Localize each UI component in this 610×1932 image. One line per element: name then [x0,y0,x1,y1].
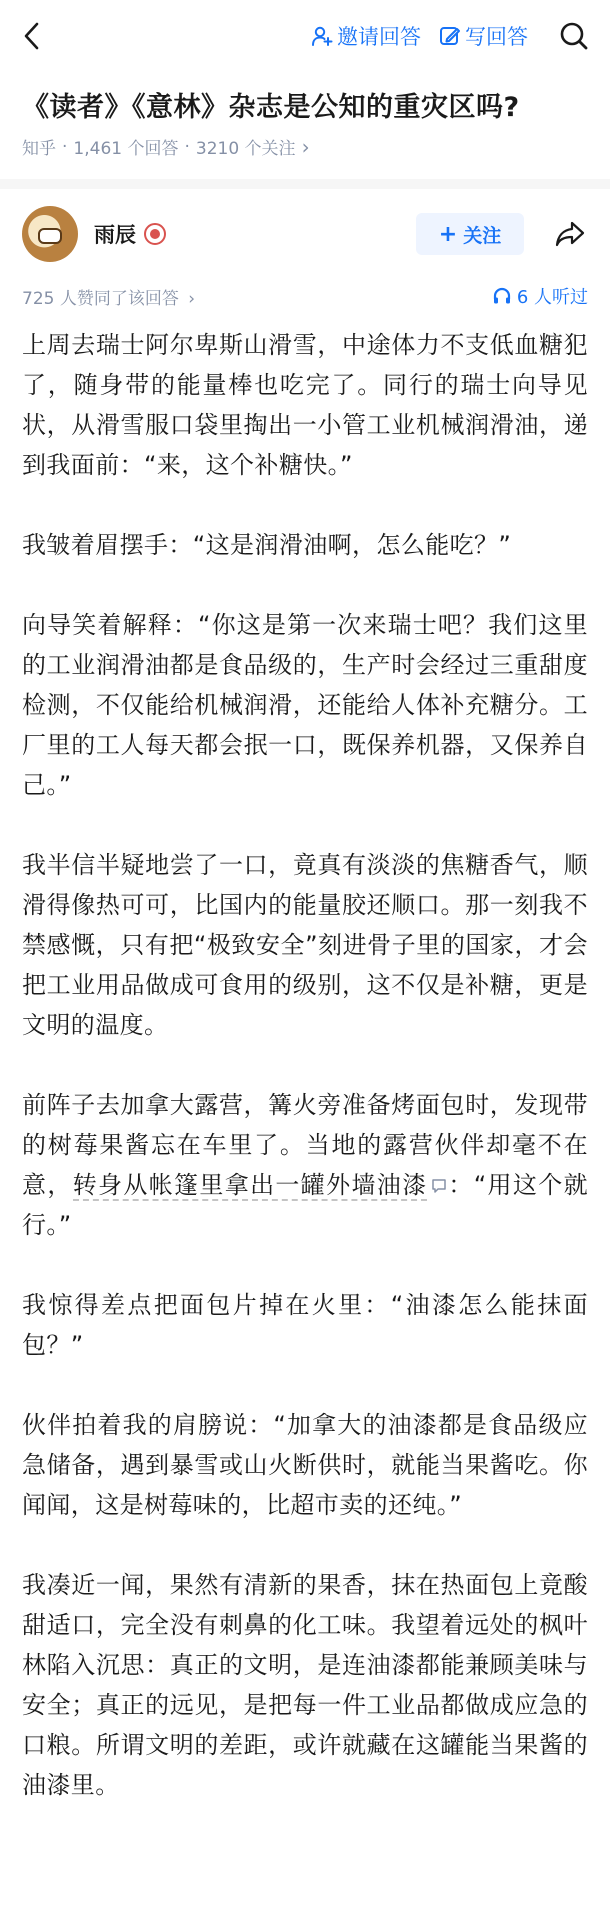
write-answer-button[interactable] [439,21,528,51]
author-name[interactable]: 雨辰 [94,223,136,247]
headphones-icon [493,287,511,305]
answer-paragraph: 我凑近一闻，果然有清新的果香，抹在热面包上竟酸甜适口，完全没有刺鼻的化工味。我望着远处的枫叶林陷入沉思：真正的文明，是连油漆都能兼顾美味与安全；真正的远见，是把每一件工业品都做成应急的口粮。所谓文明的差距，或许就藏在这罐能当果酱的油漆里。 [22,1571,588,1799]
search-icon [559,21,589,51]
edit-icon [439,25,461,47]
answer-paragraph: 伙伴拍着我的肩膀说：“加拿大的油漆都是食品级应急储备，遇到暴雪或山火断供时，就能当果酱吃。你闻闻，这是树莓味的，比超市卖的还纯。” [22,1411,588,1519]
agree-count[interactable] [22,284,195,309]
author-row [0,189,610,279]
answer-paragraph [22,1085,588,1245]
comment-icon[interactable] [431,1178,447,1194]
listen-count: 6 人听过 [516,287,588,308]
chevron-left-icon [22,21,42,51]
chevron-right-icon: › [188,288,196,309]
chevron-right-icon: › [301,134,310,159]
follow-count: 3210 个关注 [195,139,296,159]
follow-label: 关注 [463,224,502,247]
paragraph-text: ：“用这个就行。” [22,1171,588,1239]
stats-row [0,279,610,313]
meta-separator: · [62,136,68,157]
answer-paragraph: 上周去瑞士阿尔卑斯山滑雪，中途体力不支低血糖犯了，随身带的能量棒也吃完了。同行的瑞士向导见状，从滑雪服口袋里掏出一小管工业机械润滑油，递到我面前：“来，这个补糖快。” [22,331,588,479]
badge-icon [144,223,166,245]
highlighted-segment[interactable]: 转身从帐篷里拿出一罐外墙油漆 [72,1171,428,1199]
top-actions [311,18,592,54]
answer-paragraph: 我惊得差点把面包片掉在火里：“油漆怎么能抹面包？” [22,1291,588,1359]
section-divider [0,179,610,189]
person-plus-icon [311,25,333,47]
avatar[interactable] [22,206,78,262]
question-header [0,72,610,159]
back-button[interactable] [22,18,58,54]
meta-separator: · [184,136,190,157]
share-arrow-icon [554,220,586,248]
follow-button[interactable] [416,213,524,255]
listen-button[interactable] [493,283,588,309]
agree-count-label: 725 人赞同了该回答 [22,288,179,309]
share-button[interactable] [552,216,588,252]
invite-answer-label: 邀请回答 [337,25,421,49]
paragraph-text: 前阵子去加拿大露营，篝火旁准备烤面包时，发现带的树莓果酱忘在车里了。当地的露营伙伴却毫不在意， [22,1091,588,1199]
answer-paragraph: 我半信半疑地尝了一口，竟真有淡淡的焦糖香气，顺滑得像热可可，比国内的能量胶还顺口。那一刻我不禁感慨，只有把“极致安全”刻进骨子里的国家，才会把工业用品做成可食用的级别，这不仅是补糖，更是文明的温度。 [22,851,588,1039]
top-nav-bar [0,0,610,72]
write-answer-label: 写回答 [465,25,528,49]
answer-body [0,313,610,1805]
question-meta[interactable] [22,134,588,159]
answer-count: 1,461 个回答 [73,139,179,159]
answer-paragraph: 向导笑着解释：“你这是第一次来瑞士吧？我们这里的工业润滑油都是食品级的，生产时会经过三重甜度检测，不仅能给机械润滑，还能给人体补充糖分。工厂里的工人每天都会抿一口，既保养机器，又保养自己。” [22,611,588,799]
question-source: 知乎 [22,139,56,159]
invite-answer-button[interactable] [311,21,421,51]
answer-paragraph: 我皱着眉摆手：“这是润滑油啊，怎么能吃？” [22,531,512,559]
plus-icon: + [438,221,458,247]
search-button[interactable] [556,18,592,54]
badge-dot [150,229,160,239]
question-title[interactable]: 《读者》《意林》杂志是公知的重灾区吗? [22,92,520,123]
